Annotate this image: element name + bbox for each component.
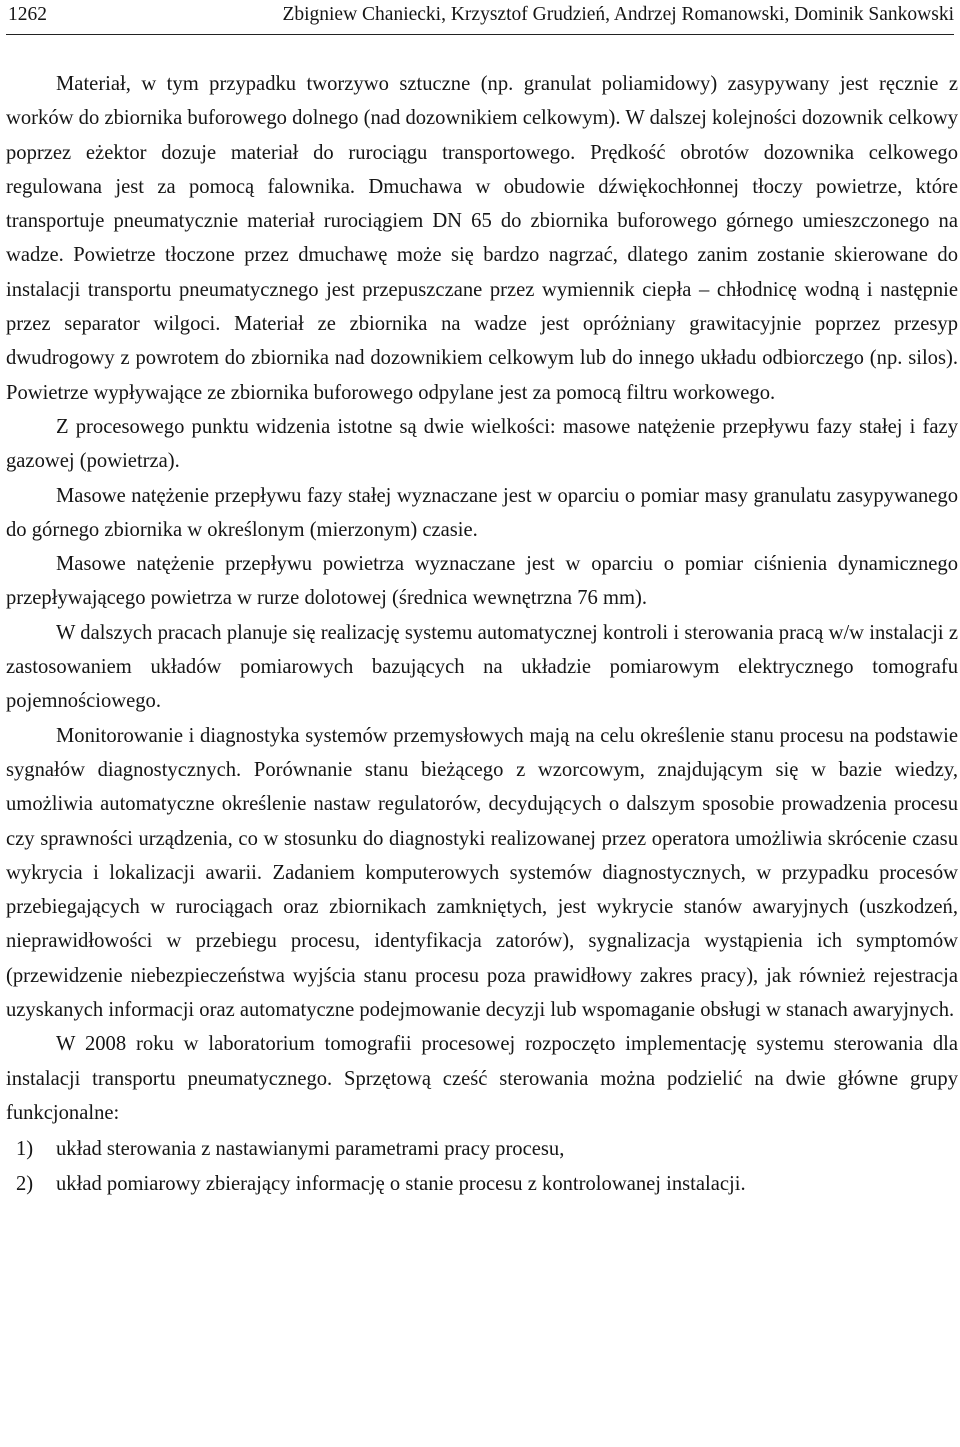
paragraph: Masowe natężenie przepływu powietrza wyznaczane jest w oparciu o pomiar ciśnienia dynamicznego przepływającego powietrza w rurze dolotowej (średnica wewnętrzna 76 mm). xyxy=(6,553,958,610)
paragraph: Monitorowanie i diagnostyka systemów przemysłowych mają na celu określenie stanu procesu na podstawie sygnałów diagnostycznych. Porównanie stanu bieżącego z wzorcowym, znajdującym się w bazie wiedzy, umożliwia automatyczne określenie nastaw regulatorów, decydujących o dalszym sposobie prowadzenia procesu czy sprawności urządzenia, co w stosunku do diagnostyki realizowanej przez operatora umożliwia skrócenie czasu wykrycia i lokalizacji awarii. Zadaniem komputerowych systemów diagnostycznych, w przypadku procesów przebiegających w rurociągach oraz zbiornikach zamkniętych, jest wykrycie stanów awaryjnych (uszkodzeń, nieprawidłowości w przebiegu procesu, identyfikacja zatorów), sygnalizacja wystąpienia ich symptomów (przewidzenie niebezpieczeństwa wyjścia stanu procesu poza prawidłowy zakres pracy), jak również rejestracja uzyskanych informacji oraz automatyczne podejmowanie decyzji lub wspomaganie obsługi w stanach awaryjnych. xyxy=(6,724,958,1022)
paragraph: W dalszych pracach planuje się realizację systemu automatycznej kontroli i sterowania pracą w/w instalacji z zastosowaniem układów pomiarowych bazujących na układzie pomiarowym elektrycznego tomografu pojemnościowego. xyxy=(6,621,958,713)
authors-running-head: Zbigniew Chaniecki, Krzysztof Grudzień, Andrzej Romanowski, Dominik Sankowski xyxy=(282,4,954,25)
page-number: 1262 xyxy=(8,4,47,25)
list-item-text: układ sterowania z nastawianymi parametrami pracy procesu, xyxy=(56,1138,565,1161)
running-header xyxy=(6,0,954,35)
paragraph: W 2008 roku w laboratorium tomografii procesowej rozpoczęto implementację systemu sterowania dla instalacji transportu pneumatycznego. Sprzętową cześć sterowania można podzielić na dwie główne grupy funkcjonalne: xyxy=(6,1033,958,1124)
paragraph: Materiał, w tym przypadku tworzywo sztuczne (np. granulat poliamidowy) zasypywany jest ręcznie z worków do zbiornika buforowego dolnego (nad dozownikiem celkowym). W dalszej kolejności dozownik celkowy poprzez eżektor dozuje materiał do rurociągu transportowego. Prędkość obrotów dozownika celkowego regulowana jest za pomocą falownika. Dmuchawa w obudowie dźwiękochłonnej tłoczy powietrze, które transportuje pneumatycznie materiał rurociągiem DN 65 do zbiornika buforowego górnego umieszczonego na wadze. Powietrze tłoczone przez dmuchawę może się bardzo nagrzać, dlatego zanim zostanie skierowane do instalacji transportu pneumatycznego jest przepuszczane przez wymiennik ciepła – chłodnicę wodną i następnie przez separator wilgoci. Materiał ze zbiornika na wadze jest opróżniany grawitacyjnie poprzez przesyp dwudrogowy z powrotem do zbiornika nad dozownikiem celkowym lub do innego układu odbiorczego (np. silos). Powietrze wypływające ze zbiornika buforowego odpylane jest za pomocą filtru workowego. xyxy=(6,73,958,404)
list-item xyxy=(6,1132,958,1166)
list-item-number: 1) xyxy=(16,1138,34,1161)
paragraph: Z procesowego punktu widzenia istotne są dwie wielkości: masowe natężenie przepływu fazy stałej i fazy gazowej (powietrza). xyxy=(6,415,958,473)
list-item xyxy=(6,1167,958,1201)
body-text xyxy=(6,67,958,1201)
list-item-text: układ pomiarowy zbierający informację o stanie procesu z kontrolowanej instalacji. xyxy=(56,1172,746,1195)
functional-groups-list xyxy=(6,1132,958,1201)
list-item-number: 2) xyxy=(16,1172,34,1195)
paragraph: Masowe natężenie przepływu fazy stałej wyznaczane jest w oparciu o pomiar masy granulatu zasypywanego do górnego zbiornika w określonym (mierzonym) czasie. xyxy=(6,484,958,541)
